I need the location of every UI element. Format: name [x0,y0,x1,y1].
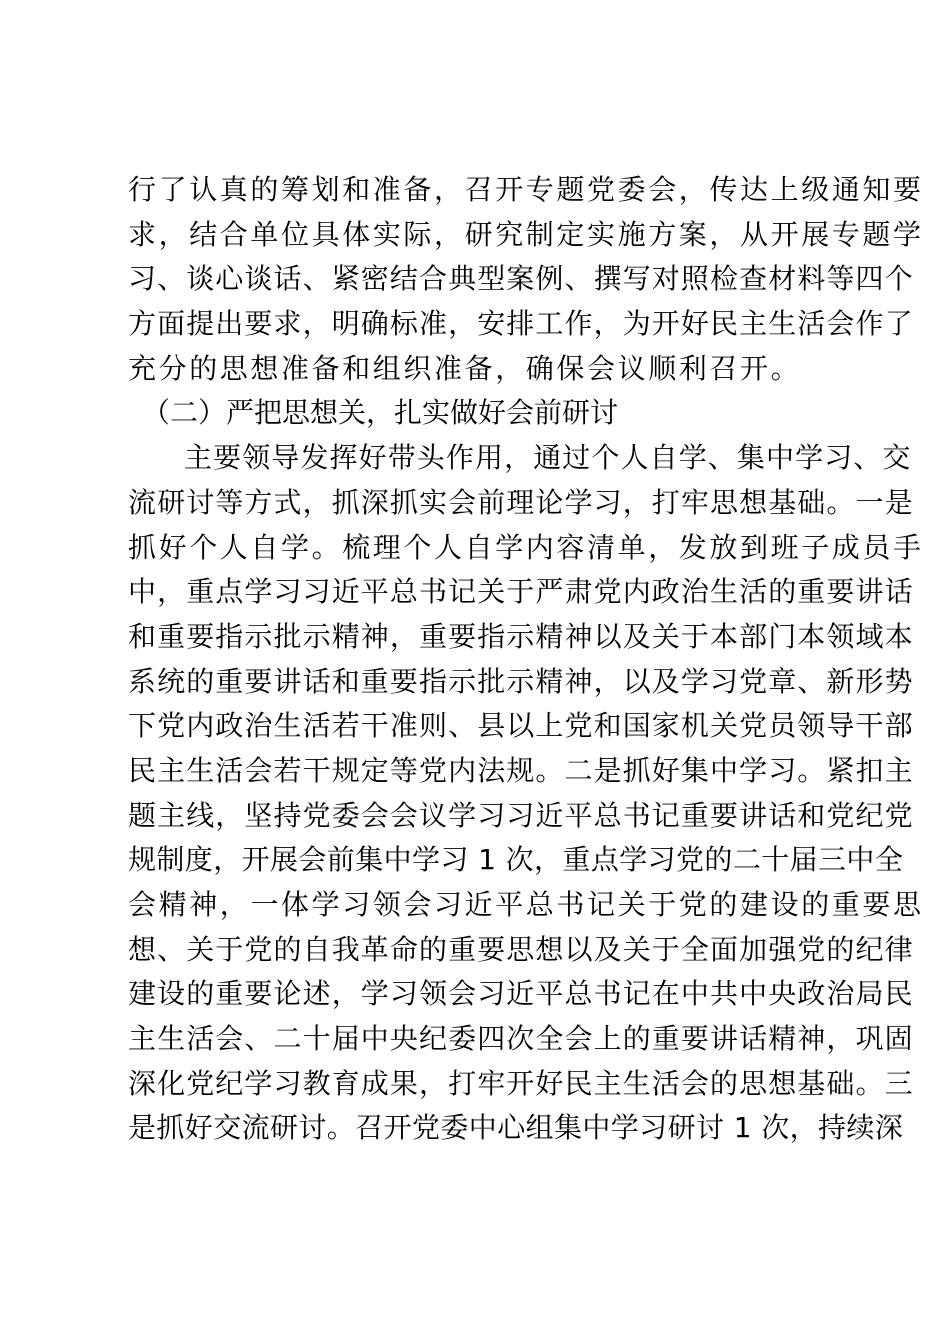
text-line: 和重要指示批示精神，重要指示精神以及关于本部门本领域本 [128,619,914,653]
text-line: 民主生活会若干规定等党内法规。二是抓好集中学习。紧扣主 [128,753,914,787]
text-line: 充分的思想准备和组织准备，确保会议顺利召开。 [128,351,802,385]
text-line: 会精神，一体学习领会习近平总书记关于党的建设的重要思 [128,888,924,921]
text-line: 习、谈心谈话、紧密结合典型案例、撰写对照检查材料等四个 [128,262,914,296]
text-line: 求，结合单位具体实际，研究制定实施方案，从开展专题学 [128,217,924,251]
section-heading: （二）严把思想关，扎实做好会前研讨 [142,396,619,430]
text-line: 是抓好交流研讨。召开党委中心组集中学习研讨 1 次，持续深 [128,1111,904,1145]
text-line: 主生活会、二十届中央纪委四次全会上的重要讲话精神，巩固 [128,1022,914,1056]
text-line: 规制度，开展会前集中学习 1 次，重点学习党的二十届三中全 [128,843,904,877]
paragraph-first-line: 主要领导发挥好带头作用，通过个人自学、集中学习、交 [184,441,912,475]
text-line: 下党内政治生活若干准则、县以上党和国家机关党员领导干部 [128,709,914,743]
text-line: 想、关于党的自我革命的重要思想以及关于全面加强党的纪律 [128,932,914,966]
text-line: 方面提出要求，明确标准，安排工作，为开好民主生活会作了 [128,307,914,341]
text-line: 系统的重要讲话和重要指示批示精神，以及学习党章、新形势 [128,664,914,698]
text-line: 题主线，坚持党委会会议学习习近平总书记重要讲话和党纪党 [128,798,914,832]
body-text [128,168,924,1151]
text-line: 流研讨等方式，抓深抓实会前理论学习，打牢思想基础。一是 [128,485,914,519]
text-line: 中，重点学习习近平总书记关于严肃党内政治生活的重要讲话 [128,575,914,609]
text-line: 建设的重要论述，学习领会习近平总书记在中共中央政治局民 [128,977,914,1011]
text-line: 行了认真的筹划和准备，召开专题党委会，传达上级通知要 [128,173,924,206]
text-line: 深化党纪学习教育成果，打牢开好民主生活会的思想基础。三 [128,1066,914,1100]
text-line: 抓好个人自学。梳理个人自学内容清单，发放到班子成员手 [128,530,924,564]
